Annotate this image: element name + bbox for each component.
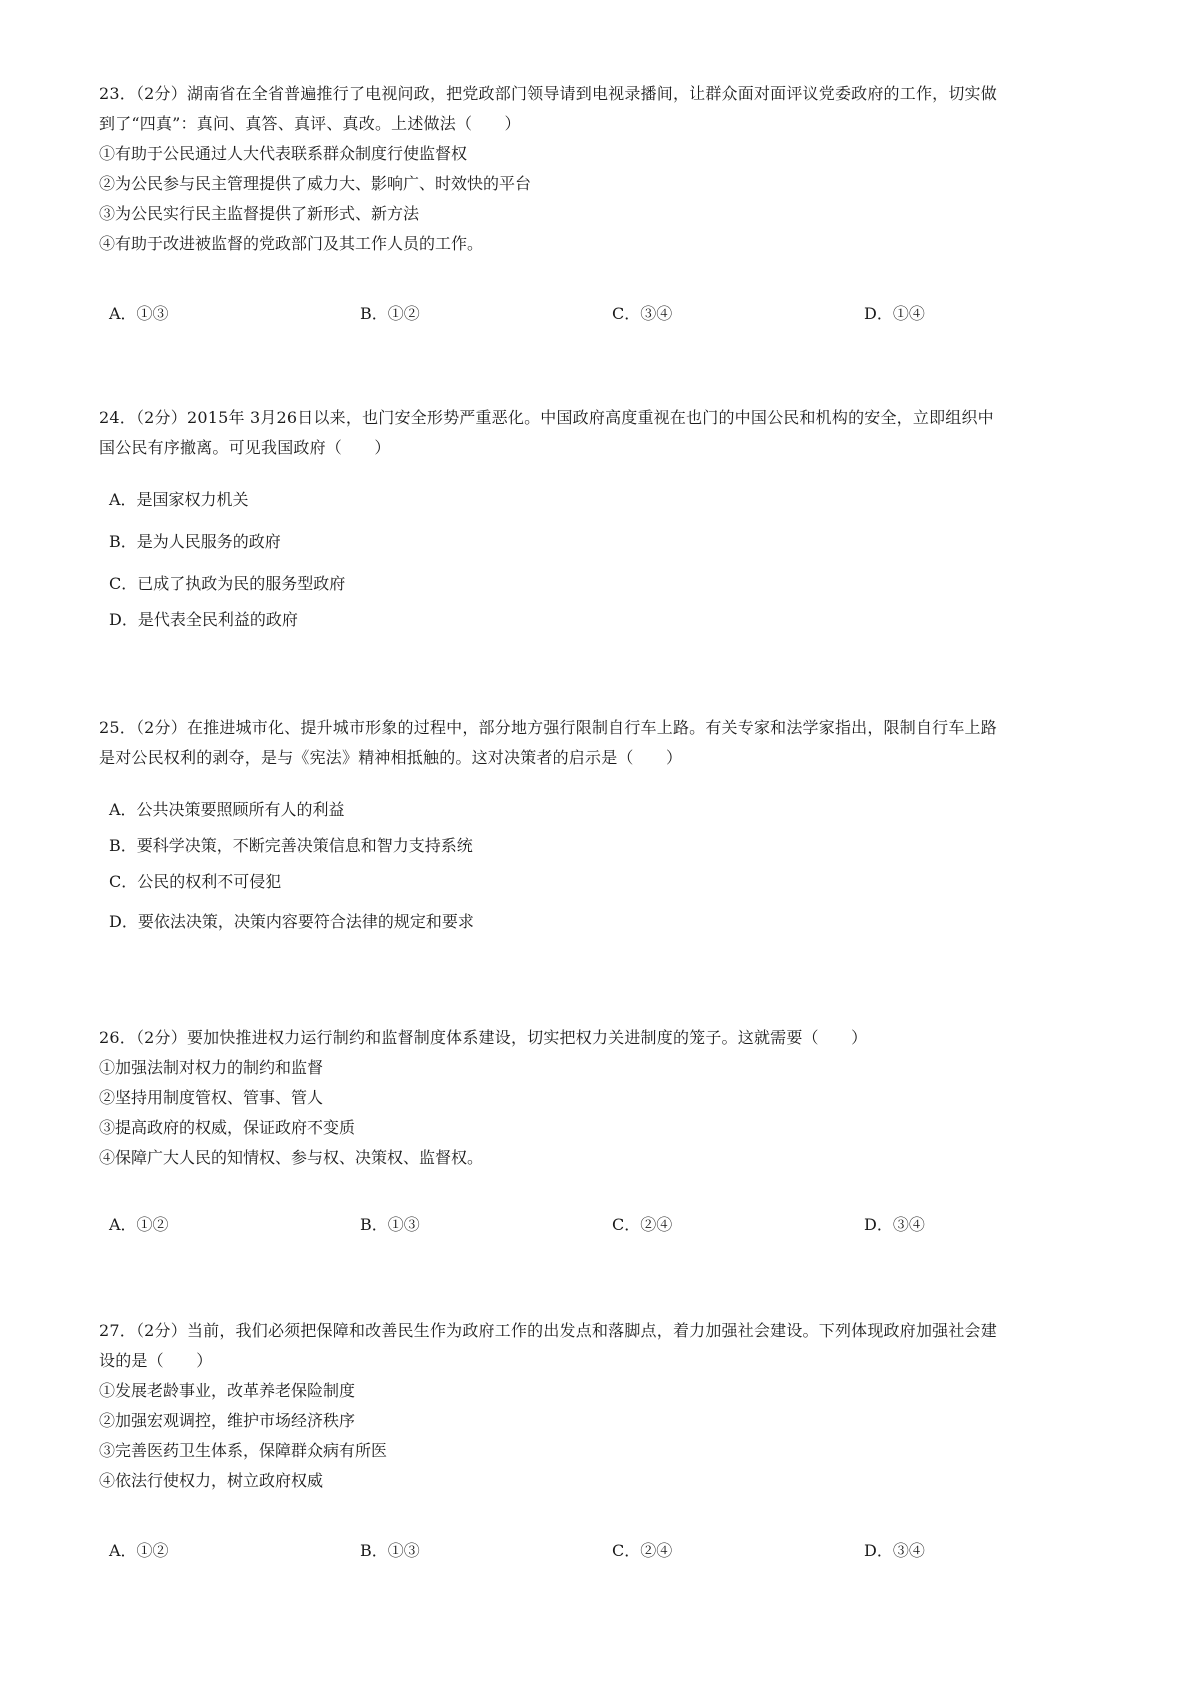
option-a[interactable]: A．公共决策要照顾所有人的利益 [109, 800, 345, 819]
question-23 [99, 79, 1109, 329]
option-c[interactable]: C．公民的权利不可侵犯 [109, 872, 282, 891]
choice-c[interactable]: C．②④ [612, 1541, 673, 1560]
choice-c[interactable]: C．②④ [612, 1215, 673, 1234]
choice-d[interactable]: D．③④ [864, 1215, 925, 1234]
question-stem-line: 到了“四真”：真问、真答、真评、真改。上述做法（ ） [99, 114, 521, 133]
question-25 [99, 713, 1109, 937]
choice-a[interactable]: A．①② [109, 1215, 169, 1234]
choice-a[interactable]: A．①③ [109, 304, 169, 323]
choice-c[interactable]: C．③④ [612, 304, 673, 323]
choices-row [99, 299, 1109, 329]
option-b[interactable]: B．要科学决策，不断完善决策信息和智力支持系统 [109, 836, 473, 855]
statement-1: ①有助于公民通过人大代表联系群众制度行使监督权 [99, 144, 468, 163]
statement-2: ②加强宏观调控，维护市场经济秩序 [99, 1411, 356, 1430]
question-stem-line: 是对公民权利的剥夺，是与《宪法》精神相抵触的。这对决策者的启示是（ ） [99, 748, 683, 767]
question-24 [99, 403, 1109, 635]
statement-3: ③提高政府的权威，保证政府不变质 [99, 1118, 356, 1137]
option-c[interactable]: C．已成了执政为民的服务型政府 [109, 574, 346, 593]
choice-b[interactable]: B．①③ [360, 1215, 420, 1234]
statement-2: ②为公民参与民主管理提供了威力大、影响广、时效快的平台 [99, 174, 532, 193]
statement-3: ③完善医药卫生体系，保障群众病有所医 [99, 1441, 388, 1460]
statement-1: ①加强法制对权力的制约和监督 [99, 1058, 324, 1077]
question-26 [99, 1023, 1109, 1240]
question-stem-line: 国公民有序撤离。可见我国政府（ ） [99, 438, 391, 457]
question-stem-line: 25．（2分）在推进城市化、提升城市形象的过程中，部分地方强行限制自行车上路。有关专家和法学家指出，限制自行车上路 [99, 718, 997, 737]
choice-b[interactable]: B．①③ [360, 1541, 420, 1560]
choices-row [99, 1210, 1109, 1240]
option-b[interactable]: B．是为人民服务的政府 [109, 532, 281, 551]
statement-4: ④有助于改进被监督的党政部门及其工作人员的工作。 [99, 234, 484, 253]
question-stem-line: 设的是（ ） [99, 1351, 213, 1370]
question-stem-line: 27．（2分）当前，我们必须把保障和改善民生作为政府工作的出发点和落脚点，着力加强社会建设。下列体现政府加强社会建 [99, 1321, 997, 1340]
option-d[interactable]: D．要依法决策，决策内容要符合法律的规定和要求 [109, 912, 474, 931]
option-d[interactable]: D．是代表全民利益的政府 [109, 610, 298, 629]
choice-a[interactable]: A．①② [109, 1541, 169, 1560]
statement-1: ①发展老龄事业，改革养老保险制度 [99, 1381, 356, 1400]
question-stem-line: 26．（2分）要加快推进权力运行制约和监督制度体系建设，切实把权力关进制度的笼子。这就需要（ ） [99, 1028, 868, 1047]
question-stem-line: 23．（2分）湖南省在全省普遍推行了电视问政，把党政部门领导请到电视录播间，让群众面对面评议党委政府的工作，切实做 [99, 84, 997, 103]
question-27 [99, 1316, 1109, 1566]
statement-3: ③为公民实行民主监督提供了新形式、新方法 [99, 204, 420, 223]
statement-4: ④依法行使权力，树立政府权威 [99, 1471, 324, 1490]
choice-d[interactable]: D．①④ [864, 304, 925, 323]
choice-b[interactable]: B．①② [360, 304, 420, 323]
choice-d[interactable]: D．③④ [864, 1541, 925, 1560]
choices-row [99, 1536, 1109, 1566]
option-a[interactable]: A．是国家权力机关 [109, 490, 249, 509]
question-stem-line: 24．（2分）2015年 3月26日以来，也门安全形势严重恶化。中国政府高度重视在也门的中国公民和机构的安全，立即组织中 [99, 408, 994, 427]
statement-2: ②坚持用制度管权、管事、管人 [99, 1088, 324, 1107]
statement-4: ④保障广大人民的知情权、参与权、决策权、监督权。 [99, 1148, 484, 1167]
